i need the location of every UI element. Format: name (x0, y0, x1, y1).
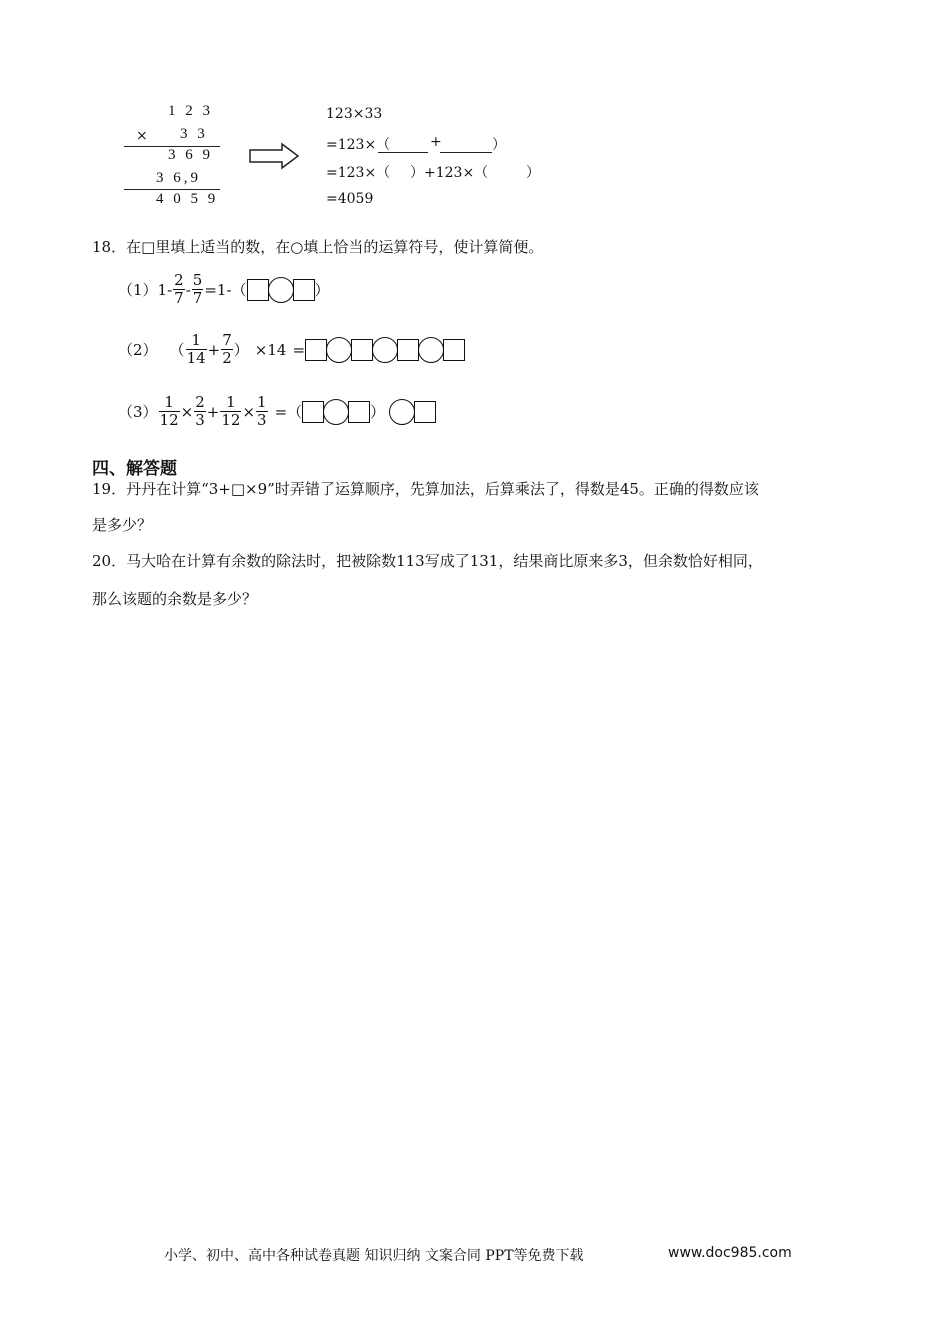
answer-box[interactable] (348, 401, 370, 423)
fraction-1-12: $\frac{1}{12}$ (221, 393, 241, 429)
blank-2 (440, 152, 492, 153)
times-sign: × (242, 402, 256, 421)
operator-circle[interactable] (372, 337, 398, 363)
q18-p2-close: ） (233, 340, 249, 359)
q18-p1-close: ） (314, 280, 330, 299)
derivation-line-4: =4059 (326, 191, 374, 207)
partial-product-1: 3 6 9 (168, 147, 213, 163)
multiplier: 3 3 (180, 126, 208, 142)
q18-p2-open: （ (169, 340, 185, 359)
operator-circle[interactable] (389, 399, 415, 425)
section-title: 四、解答题 (92, 459, 177, 479)
operator-circle[interactable] (418, 337, 444, 363)
operator-circle[interactable] (268, 277, 294, 303)
q18-p2-eq: = (292, 340, 306, 359)
answer-box[interactable] (293, 279, 315, 301)
derivation-line-2a: =123×（ (326, 137, 391, 153)
operator-circle[interactable] (323, 399, 349, 425)
fraction-1-12: $\frac{1}{12}$ (159, 393, 179, 429)
product: 4 0 5 9 (156, 191, 219, 207)
answer-box[interactable] (305, 339, 327, 361)
q19-line-2: 是多少？ (92, 516, 153, 534)
q18-p2-times: ×14 (254, 340, 287, 359)
derivation-line-1: 123×33 (326, 106, 383, 122)
plus-sign: + (207, 340, 221, 359)
fraction-1-3: $\frac{1}{3}$ (257, 393, 267, 429)
q18-part-2 (118, 332, 465, 367)
times-sign: × (180, 402, 194, 421)
q18-p1-lead: 1- (157, 280, 173, 299)
fraction-1-14: $\frac{1}{14}$ (186, 331, 206, 367)
multiplicand: 1 2 3 (168, 103, 213, 119)
answer-box[interactable] (397, 339, 419, 361)
q18-p3-label: （3） (118, 402, 158, 421)
multiply-sign: × (136, 128, 148, 144)
plus-sign: + (206, 402, 220, 421)
q18-part-3 (118, 394, 436, 429)
derivation-line-3c: ） (526, 165, 540, 181)
q18-p1-eq: =1-（ (204, 280, 247, 299)
answer-box[interactable] (443, 339, 465, 361)
q18-p1-label: （1） (118, 280, 158, 299)
derivation-line-3a: =123×（ (326, 165, 391, 181)
derivation-line-2c: ） (492, 137, 506, 153)
rule-line-2 (124, 189, 220, 190)
q20-line-1: 20．马大哈在计算有余数的除法时，把被除数113写成了131，结果商比原来多3，但余数恰好相同， (92, 552, 763, 570)
fraction-5-7: $\frac{5}{7}$ (192, 271, 203, 307)
derivation-line-3b: ）+123×（ (410, 165, 489, 181)
operator-circle[interactable] (326, 337, 352, 363)
q18-part-1 (118, 272, 330, 307)
fraction-2-7: $\frac{2}{7}$ (174, 271, 184, 307)
q18-p3-close: ） (370, 402, 386, 421)
q18-stem: 18．在□里填上适当的数，在○填上恰当的运算符号，使计算简便。 (92, 238, 544, 256)
derivation-line-2b: + (430, 134, 442, 150)
fraction-7-2: $\frac{7}{2}$ (222, 331, 232, 367)
right-arrow-icon (248, 142, 300, 170)
answer-box[interactable] (247, 279, 269, 301)
q20-line-2: 那么该题的余数是多少？ (92, 590, 258, 608)
fraction-2-3: $\frac{2}{3}$ (195, 393, 205, 429)
blank-1 (378, 152, 428, 153)
answer-box[interactable] (351, 339, 373, 361)
q18-p3-eq: =（ (274, 402, 303, 421)
answer-box[interactable] (302, 401, 324, 423)
q19-line-1: 19．丹丹在计算“3+□×9”时弄错了运算顺序，先算加法，后算乘法了，得数是45。正确的得数应该 (92, 480, 759, 498)
minus-sign: - (185, 280, 191, 299)
answer-box[interactable] (414, 401, 436, 423)
footer-url[interactable]: www.doc985.com (668, 1245, 792, 1261)
q18-p2-label: （2） (118, 340, 158, 359)
partial-product-2: 3 6,9 (156, 170, 201, 186)
footer-text: 小学、初中、高中各种试卷真题 知识归纳 文案合同 PPT等免费下载 (164, 1248, 584, 1264)
